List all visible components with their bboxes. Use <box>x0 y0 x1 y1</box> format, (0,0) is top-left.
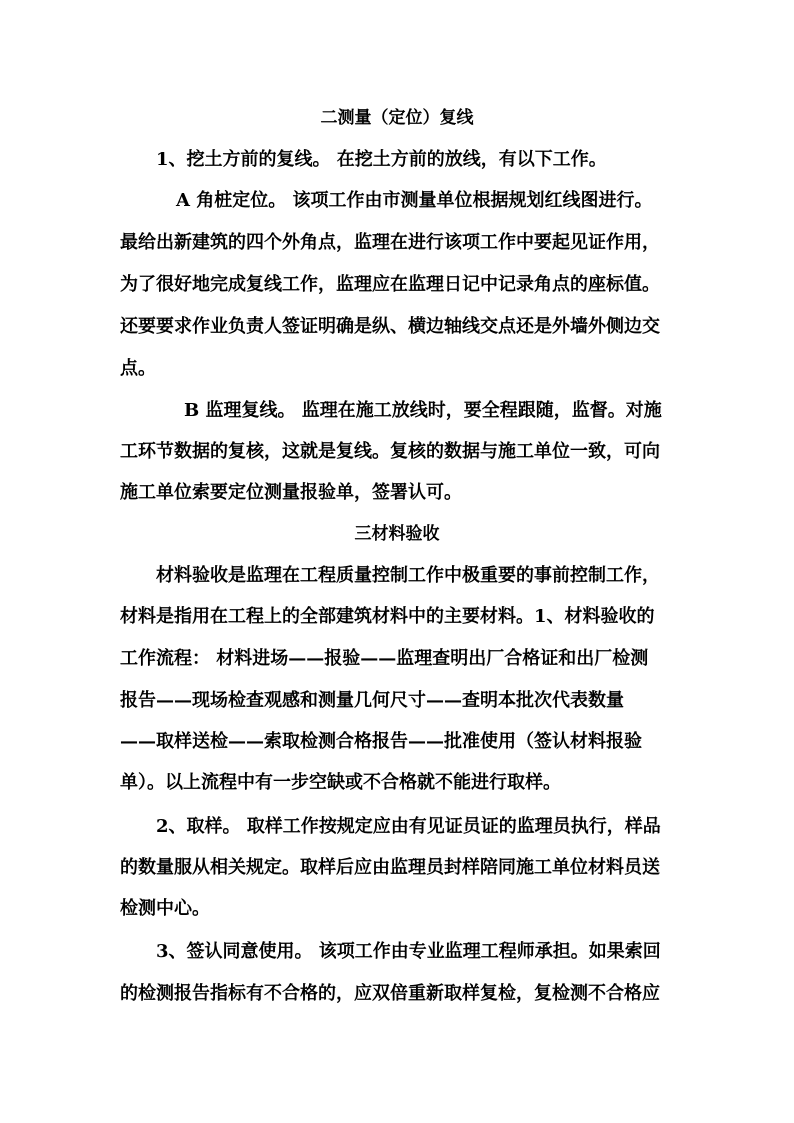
paragraph-line: 的检测报告指标有不合格的，应双倍重新取样复检，复检测不合格应 <box>120 983 660 1004</box>
paragraph-line: 的数量服从相关规定。取样后应由监理员封样陪同施工单位材料员送 <box>120 857 660 878</box>
paragraph-line: 工环节数据的复核，这就是复线。复核的数据与施工单位一致，可向 <box>120 441 660 462</box>
paragraph-line: 材料是指用在工程上的全部建筑材料中的主要材料。1、材料验收的 <box>120 606 655 627</box>
paragraph-line: 检测中心。 <box>120 898 210 919</box>
section-heading-survey: 二测量（定位）复线 <box>320 108 474 128</box>
paragraph-line: 施工单位索要定位测量报验单，签署认可。 <box>120 482 462 503</box>
paragraph-line: B 监理复线。 监理在施工放线时，要全程跟随，监督。对施 <box>184 400 662 421</box>
paragraph-line: 3、签认同意使用。 该项工作由专业监理工程师承担。如果索回 <box>156 941 661 962</box>
paragraph-line: ——取样送检——索取检测合格报告——批准使用（签认材料报验 <box>120 731 642 752</box>
paragraph-line: 2、取样。 取样工作按规定应由有见证员证的监理员执行，样品 <box>156 816 661 837</box>
paragraph-line: 单）。以上流程中有一步空缺或不合格就不能进行取样。 <box>120 772 561 793</box>
paragraph-line: 材料验收是监理在工程质量控制工作中极重要的事前控制工作， <box>156 565 660 586</box>
paragraph-line: 还要要求作业负责人签证明确是纵、横边轴线交点还是外墙外侧边交 <box>120 316 660 337</box>
section-heading-materials: 三材料验收 <box>354 524 440 544</box>
paragraph-line: 点。 <box>120 358 156 379</box>
paragraph-line: 为了很好地完成复线工作，监理应在监理日记中记录角点的座标值。 <box>120 274 660 295</box>
paragraph-line: 1、挖土方前的复线。 在挖土方前的放线，有以下工作。 <box>156 149 607 170</box>
paragraph-line: A 角桩定位。 该项工作由市测量单位根据规划红线图进行。 <box>176 190 653 211</box>
paragraph-line: 报告——现场检查观感和测量几何尺寸——查明本批次代表数量 <box>120 690 624 711</box>
paragraph-line: 工作流程： 材料进场——报验——监理查明出厂合格证和出厂检测 <box>120 648 649 669</box>
paragraph-line: 最给出新建筑的四个外角点，监理在进行该项工作中要起见证作用， <box>120 232 660 253</box>
